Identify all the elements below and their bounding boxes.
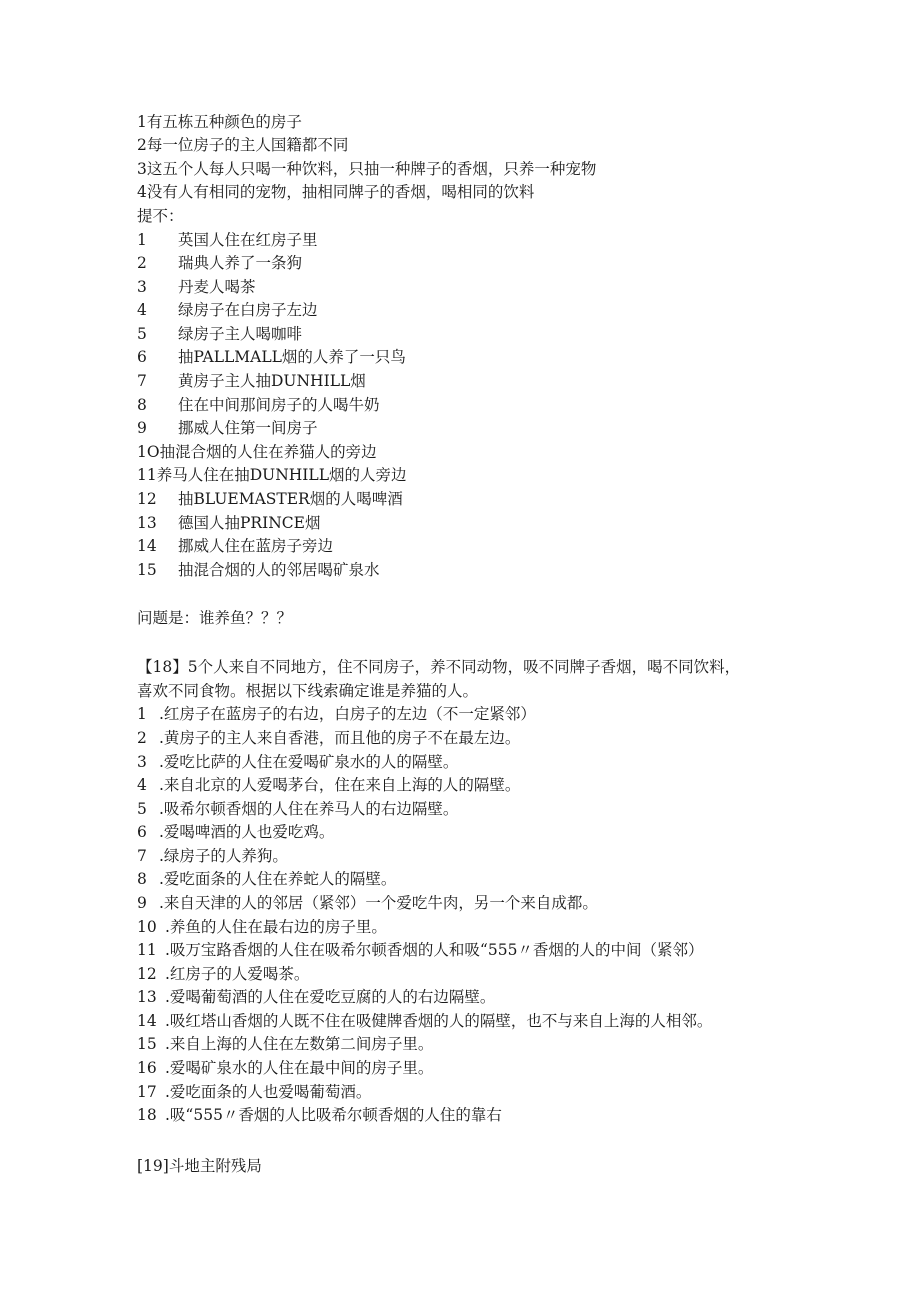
section-19-heading: [19]斗地主附残局 [137, 1157, 262, 1175]
clue-text: 黄房子主人抽DUNHILL烟 [178, 372, 366, 390]
clue-number: 18 [137, 1106, 157, 1124]
clue-number: 8 [137, 396, 147, 414]
clue-number: 5 [137, 800, 147, 818]
clue-text: .爱吃面条的人住在养蛇人的隔壁。 [159, 870, 397, 888]
clue-item [137, 323, 302, 346]
clue-text: 德国人抽PRINCE烟 [178, 514, 321, 532]
hint-label: 提不： [137, 207, 184, 225]
clue-text: .红房子在蓝房子的右边，白房子的左边（不一定紧邻） [159, 705, 536, 723]
puzzle18-clue [137, 868, 396, 891]
clue-number: 5 [137, 325, 147, 343]
clue-text: .养鱼的人住在最右边的房子里。 [165, 918, 387, 936]
clue-text: 挪威人住第一间房子 [178, 419, 318, 437]
clue-number: 12 [137, 965, 157, 983]
puzzle18-clue [137, 821, 334, 844]
clue-number: 14 [137, 537, 157, 555]
clue-item [137, 417, 318, 440]
puzzle18-clue [137, 939, 703, 962]
clue-number: 2 [137, 254, 147, 272]
puzzle18-clue [137, 1104, 502, 1127]
clue-text: 丹麦人喝茶 [178, 278, 256, 296]
clue-number: 3 [137, 278, 147, 296]
clue-text: .来自北京的人爱喝茅台，住在来自上海的人的隔壁。 [159, 776, 521, 794]
puzzle18-clue [137, 892, 598, 915]
clue-number: 8 [137, 870, 147, 888]
clue-number: 9 [137, 419, 147, 437]
clue-text: 抽BLUEMASTER烟的人喝啤酒 [178, 490, 403, 508]
clue-number: 1 [137, 231, 147, 249]
puzzle18-clue [137, 1081, 371, 1104]
clue-number: 13 [137, 514, 157, 532]
clue-text: .爱喝葡萄酒的人住在爱吃豆腐的人的右边隔壁。 [165, 988, 496, 1006]
puzzle18-clue [137, 1010, 712, 1033]
clue-number: 12 [137, 490, 157, 508]
clue-number: 14 [137, 1012, 157, 1030]
puzzle18-clue [137, 774, 520, 797]
puzzle18-intro-line-1: 【18】5个人来自不同地方，住不同房子，养不同动物，吸不同牌子香烟，喝不同饮料， [137, 658, 741, 676]
clue-number: 15 [137, 1035, 157, 1053]
clue-text: 英国人住在红房子里 [178, 231, 318, 249]
clue-text: 住在中间那间房子的人喝牛奶 [178, 396, 380, 414]
puzzle18-clue [137, 916, 387, 939]
puzzle18-clue [137, 845, 288, 868]
clue-number: 15 [137, 561, 157, 579]
puzzle18-clue [137, 1033, 433, 1056]
clue-text: 瑞典人养了一条狗 [178, 254, 303, 272]
clue-number: 10 [137, 918, 157, 936]
clue-text: .绿房子的人养狗。 [159, 847, 288, 865]
clue-text: .吸万宝路香烟的人住在吸希尔顿香烟的人和吸“555〃香烟的人的中间（紧邻） [165, 941, 704, 959]
clue-item [137, 370, 366, 393]
clue-number: 9 [137, 894, 147, 912]
clue-number: 1 [137, 705, 147, 723]
clue-item [137, 276, 256, 299]
clue-number: 6 [137, 823, 147, 841]
clue-item [137, 229, 318, 252]
puzzle18-clue [137, 703, 536, 726]
clue-text: .爱喝啤酒的人也爱吃鸡。 [159, 823, 335, 841]
clue-item [137, 299, 318, 322]
clue-number: 2 [137, 729, 147, 747]
intro-line-1: 1有五栋五种颜色的房子 [137, 113, 302, 131]
clue-number: 4 [137, 301, 147, 319]
intro-line-2: 2每一位房子的主人国籍都不同 [137, 136, 349, 154]
clue-item: 11养马人住在抽DUNHILL烟的人旁边 [137, 466, 407, 484]
clue-text: .红房子的人爱喝茶。 [165, 965, 310, 983]
clue-text: 挪威人住在蓝房子旁边 [178, 537, 334, 555]
clue-text: 绿房子主人喝咖啡 [178, 325, 303, 343]
intro-line-3: 3这五个人每人只喝一种饮料，只抽一种牌子的香烟，只养一种宠物 [137, 160, 597, 178]
clue-text: 抽PALLMALL烟的人养了一只鸟 [178, 348, 406, 366]
puzzle18-clue [137, 798, 458, 821]
clue-number: 11 [137, 941, 157, 959]
clue-number: 4 [137, 776, 147, 794]
clue-number: 7 [137, 372, 147, 390]
clue-item: 1O抽混合烟的人住在养猫人的旁边 [137, 443, 377, 461]
clue-text: .黄房子的主人来自香港，而且他的房子不在最左边。 [159, 729, 521, 747]
clue-item [137, 535, 333, 558]
clue-number: 3 [137, 753, 147, 771]
intro-line-4: 4没有人有相同的宠物，抽相同牌子的香烟，喝相同的饮料 [137, 183, 535, 201]
clue-text: .吸红塔山香烟的人既不住在吸健牌香烟的人的隔壁，也不与来自上海的人相邻。 [165, 1012, 713, 1030]
clue-text: .吸“555〃香烟的人比吸希尔顿香烟的人住的靠右 [165, 1106, 502, 1124]
question-text: 问题是：谁养鱼？？？ [137, 609, 293, 627]
clue-text: .爱吃面条的人也爱喝葡萄酒。 [165, 1083, 372, 1101]
clue-number: 6 [137, 348, 147, 366]
puzzle18-clue [137, 727, 520, 750]
clue-item [137, 346, 406, 369]
puzzle18-clue [137, 1057, 433, 1080]
clue-text: .爱吃比萨的人住在爱喝矿泉水的人的隔壁。 [159, 753, 459, 771]
clue-item [137, 252, 302, 275]
puzzle18-intro-line-2: 喜欢不同食物。根据以下线索确定谁是养猫的人。 [137, 682, 479, 700]
clue-item [137, 394, 380, 417]
puzzle18-clue [137, 963, 309, 986]
clue-text: .来自天津的人的邻居（紧邻）一个爱吃牛肉，另一个来自成都。 [159, 894, 598, 912]
clue-item [137, 559, 380, 582]
clue-number: 13 [137, 988, 157, 1006]
clue-text: .爱喝矿泉水的人住在最中间的房子里。 [165, 1059, 434, 1077]
clue-item [137, 488, 403, 511]
clue-item [137, 512, 320, 535]
clue-text: .吸希尔顿香烟的人住在养马人的右边隔壁。 [159, 800, 459, 818]
clue-text: 绿房子在白房子左边 [178, 301, 318, 319]
clue-text: 抽混合烟的人的邻居喝矿泉水 [178, 561, 380, 579]
puzzle18-clue [137, 986, 495, 1009]
puzzle18-clue [137, 751, 458, 774]
clue-number: 16 [137, 1059, 157, 1077]
clue-text: .来自上海的人住在左数第二间房子里。 [165, 1035, 434, 1053]
clue-number: 7 [137, 847, 147, 865]
clue-number: 17 [137, 1083, 157, 1101]
